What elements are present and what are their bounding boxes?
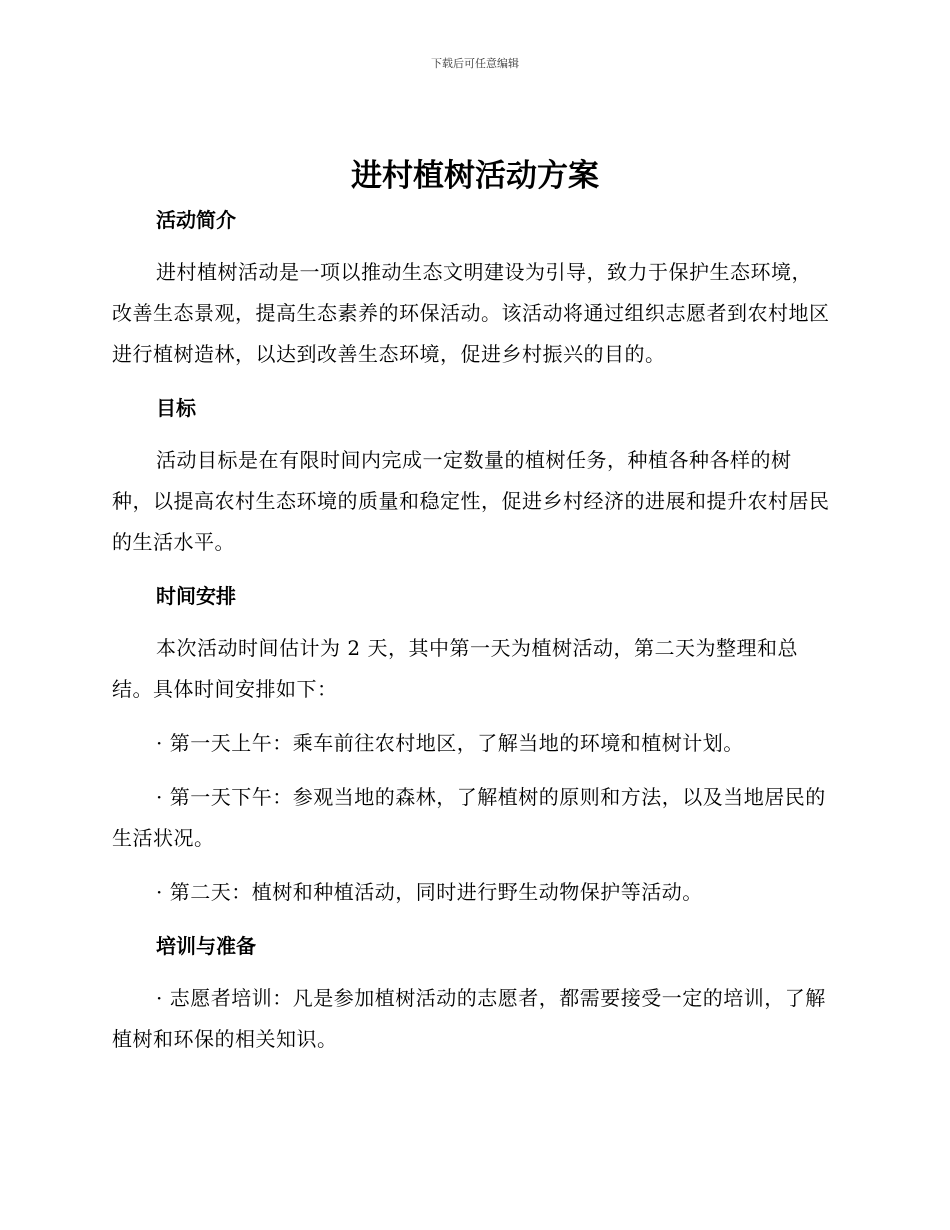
section-paragraph: 活动目标是在有限时间内完成一定数量的植树任务，种植各种各样的树种，以提高农村生态环境的质量和稳定性，促进乡村经济的进展和提升农村居民的生活水平。 xyxy=(112,448,830,554)
section-heading: 培训与准备 xyxy=(156,934,256,958)
schedule-item: · 第二天：植树和种植活动，同时进行野生动物保护等活动。 xyxy=(156,880,703,904)
training-item: · 志愿者培训：凡是参加植树活动的志愿者，都需要接受一定的培训，了解植树和环保的相关知识。 xyxy=(112,986,826,1051)
section-heading: 目标 xyxy=(156,396,196,420)
section-heading: 活动简介 xyxy=(156,208,236,232)
section-intro xyxy=(112,200,832,375)
section-training xyxy=(112,926,832,1060)
section-heading: 时间安排 xyxy=(156,584,236,608)
document-body xyxy=(112,200,832,1073)
page-header-note: 下载后可任意编辑 xyxy=(431,57,519,70)
section-paragraph: 进村植树活动是一项以推动生态文明建设为引导，致力于保护生态环境，改善生态景观，提高生态素养的环保活动。该活动将通过组织志愿者到农村地区进行植树造林，以达到改善生态环境，促进乡村振兴的目的。 xyxy=(112,260,830,366)
schedule-item: · 第一天上午：乘车前往农村地区，了解当地的环境和植树计划。 xyxy=(156,731,744,755)
section-paragraph: 本次活动时间估计为 2 天，其中第一天为植树活动，第二天为整理和总结。具体时间安排如下： xyxy=(112,636,798,701)
document-title: 进村植树活动方案 xyxy=(351,158,599,194)
section-goals xyxy=(112,388,832,563)
section-schedule xyxy=(112,576,832,913)
schedule-item: · 第一天下午：参观当地的森林，了解植树的原则和方法，以及当地居民的生活状况。 xyxy=(112,785,826,850)
